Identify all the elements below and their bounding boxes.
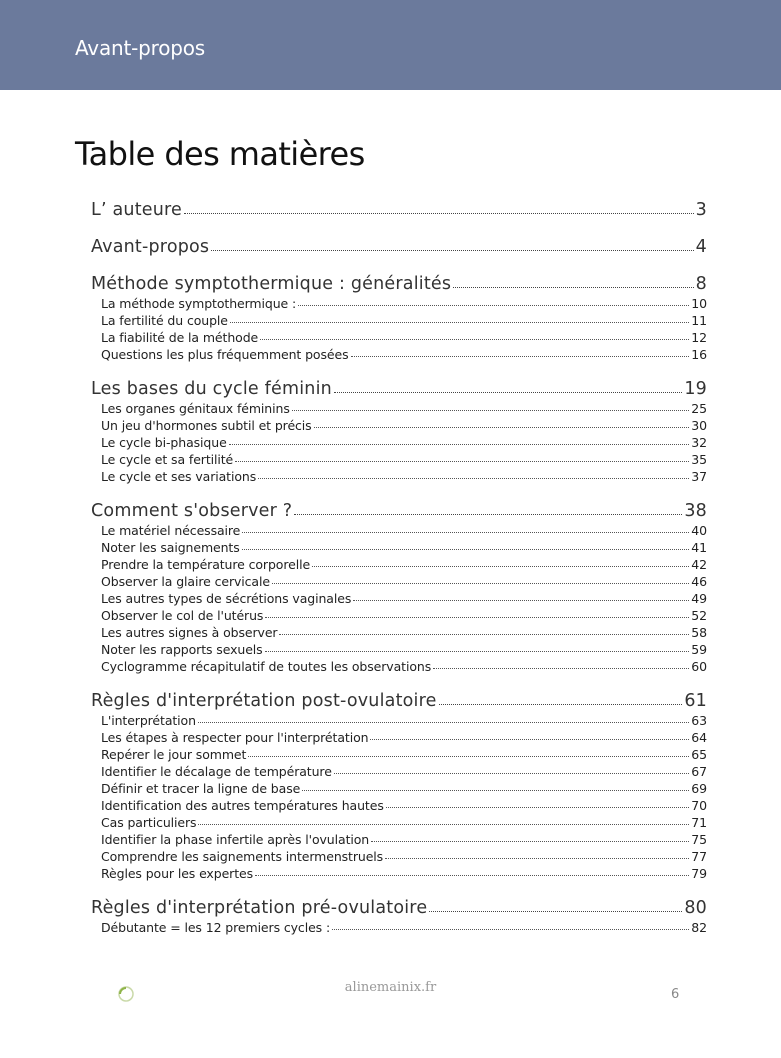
- dot-leader: [292, 409, 690, 411]
- dot-leader: [198, 823, 689, 825]
- toc-entry-label: Les organes génitaux féminins: [101, 401, 290, 416]
- toc-entry[interactable]: [91, 813, 707, 830]
- dot-leader: [248, 755, 689, 757]
- toc-entry-page: 65: [691, 747, 707, 762]
- dot-leader: [353, 599, 689, 601]
- toc-entry-page: 58: [691, 625, 707, 640]
- header-title: Avant-propos: [75, 36, 206, 60]
- page-header: [0, 0, 781, 90]
- dot-leader: [453, 286, 693, 288]
- toc-entry-page: 25: [691, 401, 707, 416]
- toc-entry-label: Observer le col de l'utérus: [101, 608, 264, 623]
- toc-chapter-entry[interactable]: [91, 264, 707, 294]
- toc-entry-label: La fertilité du couple: [101, 313, 228, 328]
- toc-chapter-title: Règles d'interprétation pré-ovulatoire: [91, 898, 428, 918]
- dot-leader: [334, 772, 690, 774]
- toc-chapter-page: 19: [684, 379, 707, 399]
- dot-leader: [242, 531, 689, 533]
- toc-entry-page: 75: [691, 832, 707, 847]
- toc-entry-label: Repérer le jour sommet: [101, 747, 247, 762]
- toc-entry-label: Cyclogramme récapitulatif de toutes les observations: [101, 659, 432, 674]
- toc-chapter-entry[interactable]: [91, 190, 707, 220]
- toc-entry-label: La méthode symptothermique :: [101, 296, 297, 311]
- dot-leader: [312, 565, 689, 567]
- toc-chapter-page: 3: [695, 200, 707, 220]
- dot-leader: [235, 460, 689, 462]
- page-number: 6: [671, 987, 680, 1002]
- toc-entry-label: Débutante = les 12 premiers cycles :: [101, 920, 331, 935]
- toc-entry[interactable]: [91, 762, 707, 779]
- toc-entry-page: 77: [691, 849, 707, 864]
- toc-entry-page: 12: [691, 330, 707, 345]
- toc-entry-page: 37: [691, 469, 707, 484]
- toc-chapter: [91, 227, 707, 257]
- dot-leader: [370, 738, 689, 740]
- dot-leader: [242, 548, 690, 550]
- dot-leader: [314, 426, 690, 428]
- toc-entry[interactable]: [91, 606, 707, 623]
- toc-entry-page: 30: [691, 418, 707, 433]
- toc-entry[interactable]: [91, 294, 707, 311]
- dot-leader: [334, 391, 682, 393]
- dot-leader: [294, 513, 682, 515]
- toc-entry[interactable]: [91, 399, 707, 416]
- toc-entry[interactable]: [91, 467, 707, 484]
- dot-leader: [386, 806, 690, 808]
- toc-entry-label: Comprendre les saignements intermenstruels: [101, 849, 384, 864]
- toc-entry[interactable]: [91, 657, 707, 674]
- toc-entry[interactable]: [91, 847, 707, 864]
- dot-leader: [439, 703, 683, 705]
- toc-entry[interactable]: [91, 779, 707, 796]
- toc-entry[interactable]: [91, 589, 707, 606]
- toc-entry-page: 70: [691, 798, 707, 813]
- toc-entry-page: 71: [691, 815, 707, 830]
- toc-entry-label: Questions les plus fréquemment posées: [101, 347, 349, 362]
- toc-chapter-page: 38: [684, 501, 707, 521]
- toc-entry[interactable]: [91, 538, 707, 555]
- toc-entry-page: 60: [691, 659, 707, 674]
- toc-chapter-title: Les bases du cycle féminin: [91, 379, 332, 399]
- dot-leader: [184, 212, 694, 214]
- toc-entry-label: Les autres signes à observer: [101, 625, 278, 640]
- dot-leader: [211, 249, 693, 251]
- dot-leader: [433, 667, 689, 669]
- toc-entry[interactable]: [91, 345, 707, 362]
- toc-chapter: [91, 369, 707, 484]
- toc-chapter-title: Règles d'interprétation post-ovulatoire: [91, 691, 437, 711]
- dot-leader: [265, 650, 690, 652]
- toc-entry[interactable]: [91, 796, 707, 813]
- toc-entry[interactable]: [91, 640, 707, 657]
- toc-entry-page: 49: [691, 591, 707, 606]
- dot-leader: [385, 857, 689, 859]
- toc-chapter: [91, 681, 707, 881]
- dot-leader: [279, 633, 689, 635]
- toc-entry[interactable]: [91, 572, 707, 589]
- dot-leader: [272, 582, 689, 584]
- toc-entry-label: Observer la glaire cervicale: [101, 574, 270, 589]
- toc-chapter-entry[interactable]: [91, 227, 707, 257]
- toc-entry[interactable]: [91, 728, 707, 745]
- table-of-contents: [91, 190, 707, 942]
- toc-entry[interactable]: [91, 433, 707, 450]
- dot-leader: [260, 338, 689, 340]
- toc-entry-page: 79: [691, 866, 707, 881]
- toc-chapter-entry[interactable]: [91, 888, 707, 918]
- toc-entry-page: 59: [691, 642, 707, 657]
- toc-entry-label: Le cycle et sa fertilité: [101, 452, 234, 467]
- dot-leader: [332, 928, 689, 930]
- toc-entry[interactable]: [91, 328, 707, 345]
- toc-entry[interactable]: [91, 864, 707, 881]
- toc-entry-page: 32: [691, 435, 707, 450]
- dot-leader: [265, 616, 689, 618]
- toc-entry[interactable]: [91, 918, 707, 935]
- toc-chapter-page: 80: [684, 898, 707, 918]
- toc-entry-page: 42: [691, 557, 707, 572]
- toc-entry-page: 40: [691, 523, 707, 538]
- toc-entry[interactable]: [91, 450, 707, 467]
- footer-site: alinemainix.fr: [344, 980, 437, 995]
- dot-leader: [351, 355, 690, 357]
- toc-entry[interactable]: [91, 830, 707, 847]
- toc-entry-page: 46: [691, 574, 707, 589]
- dot-leader: [258, 477, 689, 479]
- toc-chapter-entry[interactable]: [91, 369, 707, 399]
- toc-entry-label: Le cycle bi-phasique: [101, 435, 227, 450]
- toc-entry-page: 64: [691, 730, 707, 745]
- toc-entry-label: Identifier la phase infertile après l'ovulation: [101, 832, 370, 847]
- toc-entry-label: Définir et tracer la ligne de base: [101, 781, 301, 796]
- toc-entry-label: Cas particuliers: [101, 815, 197, 830]
- toc-chapter-page: 61: [684, 691, 707, 711]
- toc-chapter: [91, 264, 707, 362]
- toc-entry-label: Le cycle et ses variations: [101, 469, 257, 484]
- dot-leader: [429, 910, 682, 912]
- dot-leader: [255, 874, 689, 876]
- toc-entry[interactable]: [91, 521, 707, 538]
- toc-entry-page: 11: [691, 313, 707, 328]
- dot-leader: [230, 321, 689, 323]
- toc-entry-page: 67: [691, 764, 707, 779]
- toc-entry-page: 41: [691, 540, 707, 555]
- toc-title: Table des matières: [75, 135, 365, 173]
- toc-entry-label: Noter les rapports sexuels: [101, 642, 263, 657]
- toc-entry-page: 10: [691, 296, 707, 311]
- toc-entry-page: 52: [691, 608, 707, 623]
- dot-leader: [229, 443, 690, 445]
- toc-chapter: [91, 190, 707, 220]
- toc-chapter: [91, 491, 707, 674]
- toc-chapter: [91, 888, 707, 935]
- toc-chapter-title: L’ auteure: [91, 200, 182, 220]
- toc-entry[interactable]: [91, 311, 707, 328]
- toc-chapter-title: Comment s'observer ?: [91, 501, 293, 521]
- toc-entry-label: L'interprétation: [101, 713, 196, 728]
- toc-entry-page: 69: [691, 781, 707, 796]
- toc-entry-label: Les étapes à respecter pour l'interprétation: [101, 730, 369, 745]
- toc-chapter-page: 8: [695, 274, 707, 294]
- toc-entry-page: 35: [691, 452, 707, 467]
- toc-chapter-page: 4: [695, 237, 707, 257]
- dot-leader: [371, 840, 689, 842]
- toc-entry-page: 63: [691, 713, 707, 728]
- toc-entry-label: Un jeu d'hormones subtil et précis: [101, 418, 312, 433]
- toc-entry-label: Les autres types de sécrétions vaginales: [101, 591, 352, 606]
- toc-entry-label: La fiabilité de la méthode: [101, 330, 259, 345]
- toc-entry-page: 82: [691, 920, 707, 935]
- toc-entry-label: Noter les saignements: [101, 540, 240, 555]
- dot-leader: [298, 304, 689, 306]
- toc-chapter-title: Avant-propos: [91, 237, 210, 257]
- dot-leader: [198, 721, 689, 723]
- toc-chapter-entry[interactable]: [91, 491, 707, 521]
- toc-entry-label: Identification des autres températures hautes: [101, 798, 384, 813]
- toc-entry[interactable]: [91, 416, 707, 433]
- toc-entry[interactable]: [91, 555, 707, 572]
- toc-entry-label: Prendre la température corporelle: [101, 557, 311, 572]
- toc-chapter-title: Méthode symptothermique : généralités: [91, 274, 452, 294]
- toc-entry[interactable]: [91, 711, 707, 728]
- dot-leader: [302, 789, 689, 791]
- toc-entry[interactable]: [91, 623, 707, 640]
- toc-chapter-entry[interactable]: [91, 681, 707, 711]
- toc-entry-label: Règles pour les expertes: [101, 866, 254, 881]
- toc-entry-page: 16: [691, 347, 707, 362]
- toc-entry-label: Identifier le décalage de température: [101, 764, 332, 779]
- toc-entry-label: Le matériel nécessaire: [101, 523, 241, 538]
- toc-entry[interactable]: [91, 745, 707, 762]
